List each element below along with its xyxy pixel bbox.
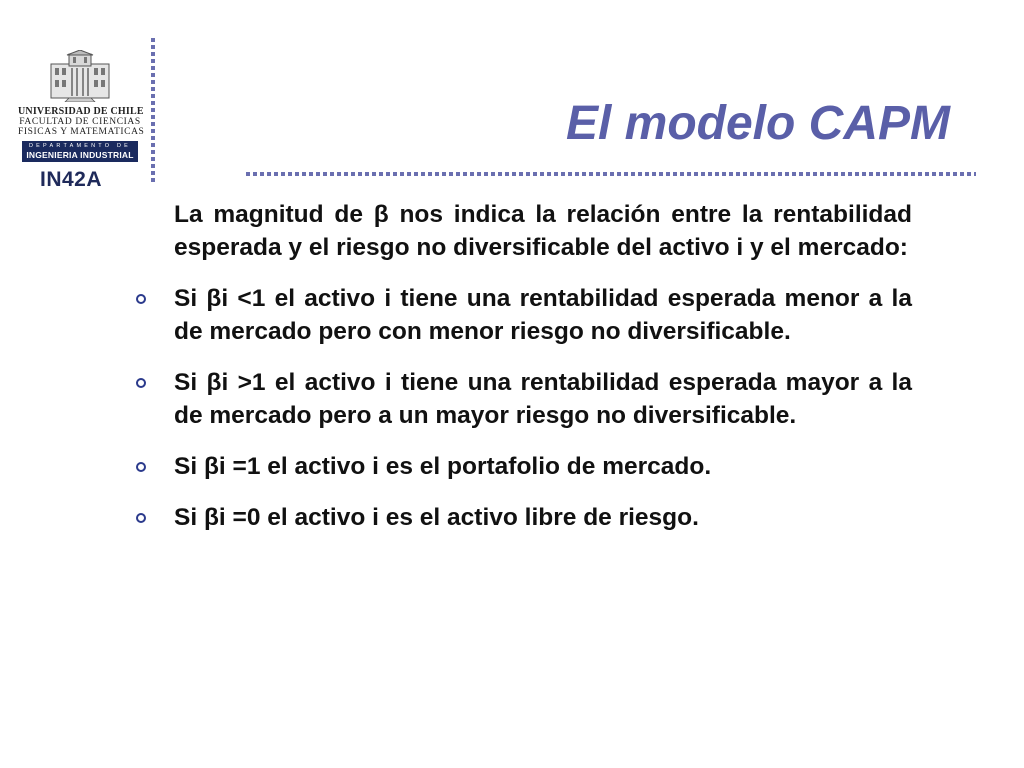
bullet-circle-icon <box>136 294 146 304</box>
department-bar <box>22 141 138 162</box>
bullet-text: Si βi =1 el activo i es el portafolio de mercado. <box>174 453 712 480</box>
bullet-text: Si βi =0 el activo i es el activo libre de riesgo. <box>174 504 699 531</box>
department-name: INGENIERIA INDUSTRIAL <box>26 150 134 160</box>
list-item <box>134 282 912 348</box>
course-code: IN42A <box>40 168 103 191</box>
slide-title: El modelo CAPM <box>565 97 950 150</box>
vertical-dotted-divider <box>151 38 155 182</box>
slide-content <box>134 198 912 552</box>
list-item <box>134 450 912 483</box>
building-icon <box>49 50 111 102</box>
bullet-text: Si βi <1 el activo i tiene una rentabilidad esperada menor a la de mercado pero con menor riesgo no diversificable. <box>174 285 912 345</box>
bullet-text: Si βi >1 el activo i tiene una rentabilidad esperada mayor a la de mercado pero a un mayor riesgo no diversificable. <box>174 369 912 429</box>
bullet-list <box>134 282 912 534</box>
list-item <box>134 366 912 432</box>
bullet-circle-icon <box>136 378 146 388</box>
department-label: DEPARTAMENTO DE <box>29 143 131 149</box>
horizontal-dotted-divider <box>246 172 976 176</box>
university-logo <box>18 50 145 162</box>
intro-paragraph: La magnitud de β nos indica la relación entre la rentabilidad esperada y el riesgo no diversificable del activo i y el mercado: <box>174 201 912 261</box>
university-name: UNIVERSIDAD DE CHILE <box>18 106 144 117</box>
bullet-circle-icon <box>136 462 146 472</box>
faculty-line-2: FISICAS Y MATEMATICAS <box>18 127 145 137</box>
faculty-line-1: FACULTAD DE CIENCIAS <box>19 117 141 127</box>
bullet-circle-icon <box>136 513 146 523</box>
list-item <box>134 501 912 534</box>
